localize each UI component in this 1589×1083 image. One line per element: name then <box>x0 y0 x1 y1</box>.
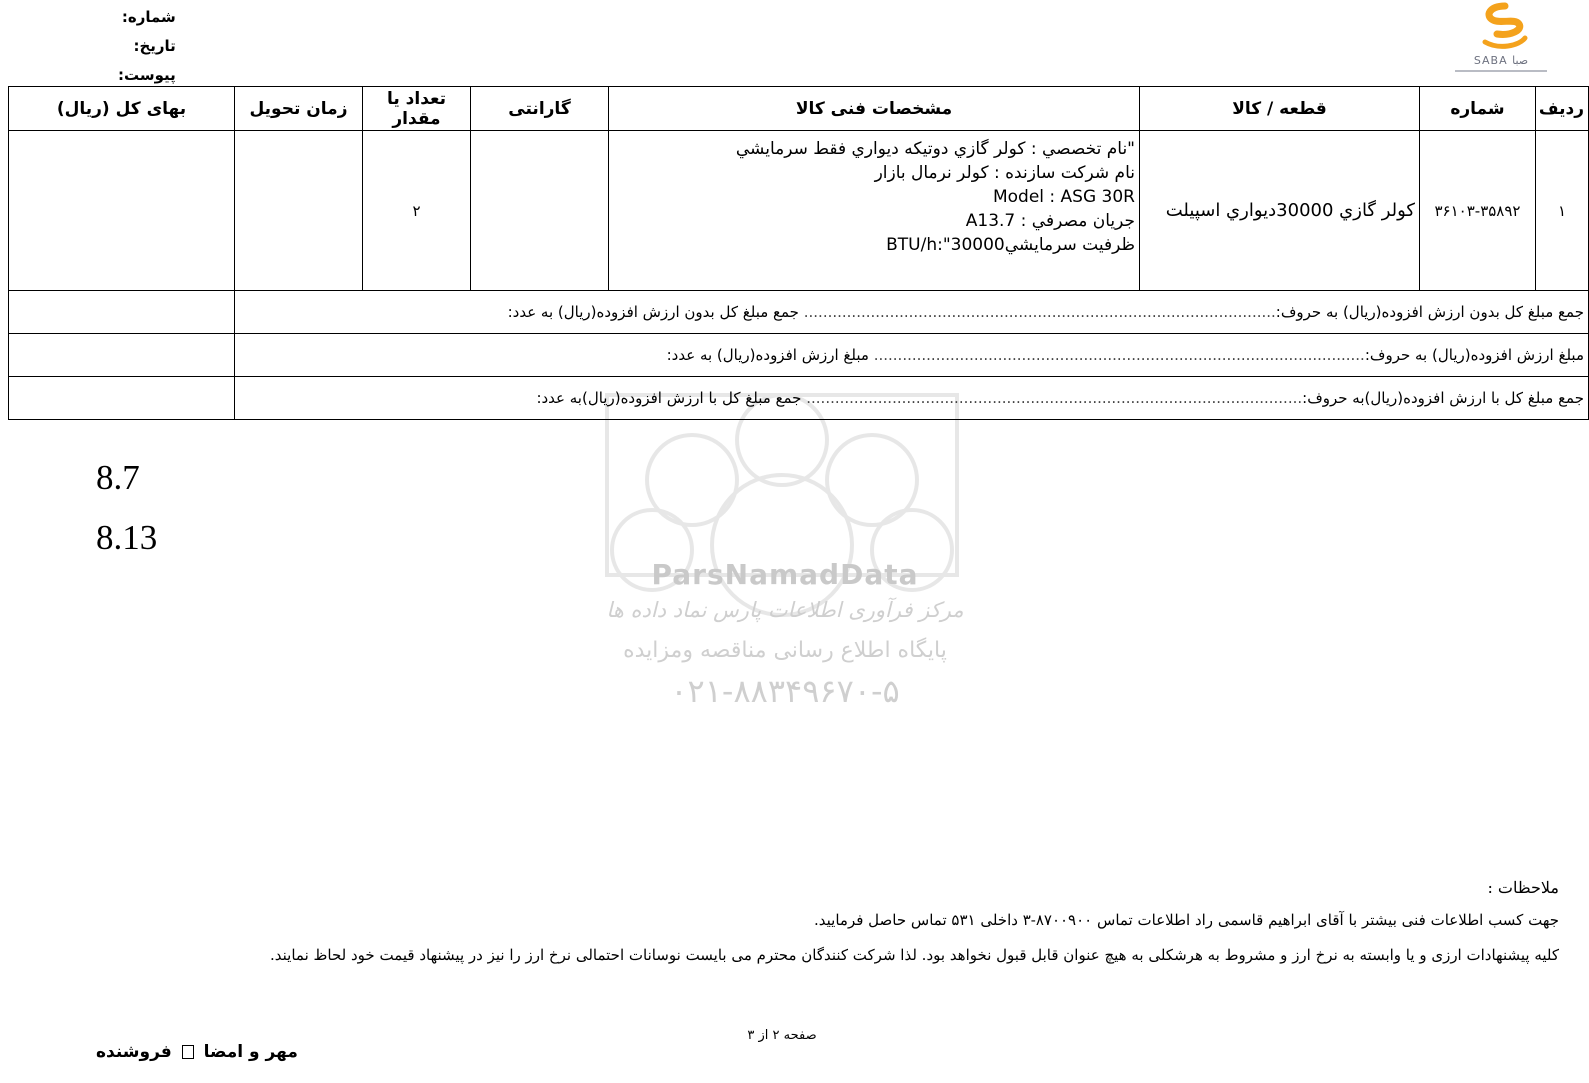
spec-line: Model : ASG 30R <box>992 187 1135 207</box>
notes-title: ملاحظات : <box>1487 878 1559 897</box>
delivery-cell <box>235 131 363 291</box>
summary-value <box>9 334 235 377</box>
seller-label: فروشنده <box>96 1042 172 1062</box>
date-label: تاریخ: <box>133 37 176 55</box>
spec-line: نام شركت سازنده : كولر نرمال بازار <box>874 163 1135 183</box>
note-line: جهت کسب اطلاعات فنی بیشتر با آقای ابراهیم قاسمی راد اطلاعات تماس ۸۷۰۰۹۰۰-۳ داخلی ۵۳۱ تماس حاصل فرمایید. <box>814 911 1559 929</box>
summary-label <box>235 334 1589 377</box>
watermark-phone: ۰۲۱-۸۸۳۴۹۶۷۰-۵ <box>670 672 900 710</box>
summary-dots: ....................................................................................................... <box>873 346 1365 364</box>
spec-line: "نام تخصصي : كولر گازي دوتيكه ديواري فقط سرمايشي <box>735 139 1135 159</box>
row-index: ۱ <box>1536 131 1589 291</box>
table-row <box>9 131 1589 291</box>
handwritten-note-2: 8.13 <box>96 518 158 557</box>
summary-value <box>9 377 235 420</box>
document-meta <box>118 6 176 93</box>
quantity-cell: ۲ <box>363 131 471 291</box>
signature-line <box>96 1042 298 1062</box>
summary-dots: ................................................................................................... <box>803 303 1276 321</box>
summary-value <box>9 291 235 334</box>
table-header-row <box>9 87 1589 131</box>
watermark-brand: ParsNamadData <box>651 558 919 591</box>
col-quantity-header: تعداد یا مقدار <box>363 87 471 131</box>
summary-digits-label: جمع مبلغ کل با ارزش افزوده(ریال)به عدد: <box>536 389 802 407</box>
notes-section <box>59 878 1559 981</box>
summary-row-subtotal <box>9 291 1589 334</box>
items-table <box>8 86 1589 420</box>
summary-digits-label: مبلغ ارزش افزوده(ریال) به عدد: <box>666 346 869 364</box>
summary-digits-label: جمع مبلغ کل بدون ارزش افزوده(ریال) به عدد: <box>507 303 799 321</box>
total-price-cell <box>9 131 235 291</box>
seal-label: مهر و امضا <box>203 1042 298 1062</box>
spec-line: جريان مصرفي : A13.7 <box>965 211 1135 231</box>
spec-line: ظرفيت سرمايشي30000":BTU/h <box>886 235 1135 255</box>
part-number: ۳۶۱۰۳-۳۵۸۹۲ <box>1420 131 1536 291</box>
summary-label <box>235 377 1589 420</box>
watermark-line1: مرکز فرآوری اطلاعات پارس نماد داده ها <box>606 598 964 622</box>
col-row-header: ردیف <box>1536 87 1589 131</box>
watermark-line2: پایگاه اطلاع رسانی مناقصه ومزایده <box>623 638 947 663</box>
summary-row-total <box>9 377 1589 420</box>
handwritten-note-1: 8.7 <box>96 458 140 497</box>
summary-row-vat <box>9 334 1589 377</box>
summary-words-label: جمع مبلغ کل با ارزش افزوده(ریال)به حروف: <box>1302 389 1584 407</box>
summary-words-label: جمع مبلغ کل بدون ارزش افزوده(ریال) به حروف: <box>1275 303 1584 321</box>
col-price-header: بهای کل (ریال) <box>9 87 235 131</box>
warranty-cell <box>471 131 609 291</box>
col-item-header: قطعه / کالا <box>1140 87 1420 131</box>
col-delivery-header: زمان تحویل <box>235 87 363 131</box>
logo-underline <box>1455 70 1547 72</box>
watermark-emblem-icon <box>592 370 972 720</box>
summary-label <box>235 291 1589 334</box>
item-specs <box>609 131 1140 291</box>
saba-logo-icon <box>1475 2 1535 54</box>
col-warranty-header: گارانتی <box>471 87 609 131</box>
logo-text: SABA صبا <box>1473 54 1529 67</box>
note-line: کلیه پیشنهادات ارزی و یا وابسته به نرخ ارز و مشروط به هرشکلی به هیچ عنوان قابل قبول نخواهد بود. لذا شرکت کنندگان محترم می بایست نوسانات احتمالی نرخ ارز را نیز در پیشنهاد قیمت خود لحاظ نمایند. <box>270 946 1559 964</box>
company-logo <box>1455 2 1547 76</box>
item-name: كولر گازي 30000ديواري اسپيلت <box>1140 131 1420 291</box>
page-number: صفحه ۲ از ۳ <box>747 1028 817 1043</box>
number-label: شماره: <box>121 8 176 26</box>
col-number-header: شماره <box>1420 87 1536 131</box>
summary-dots: ........................................................................................................ <box>806 389 1303 407</box>
summary-words-label: مبلغ ارزش افزوده(ریال) به حروف: <box>1364 346 1584 364</box>
checkbox-icon <box>182 1045 194 1059</box>
attachment-label: پیوست: <box>118 66 176 84</box>
col-specs-header: مشخصات فنی کالا <box>609 87 1140 131</box>
